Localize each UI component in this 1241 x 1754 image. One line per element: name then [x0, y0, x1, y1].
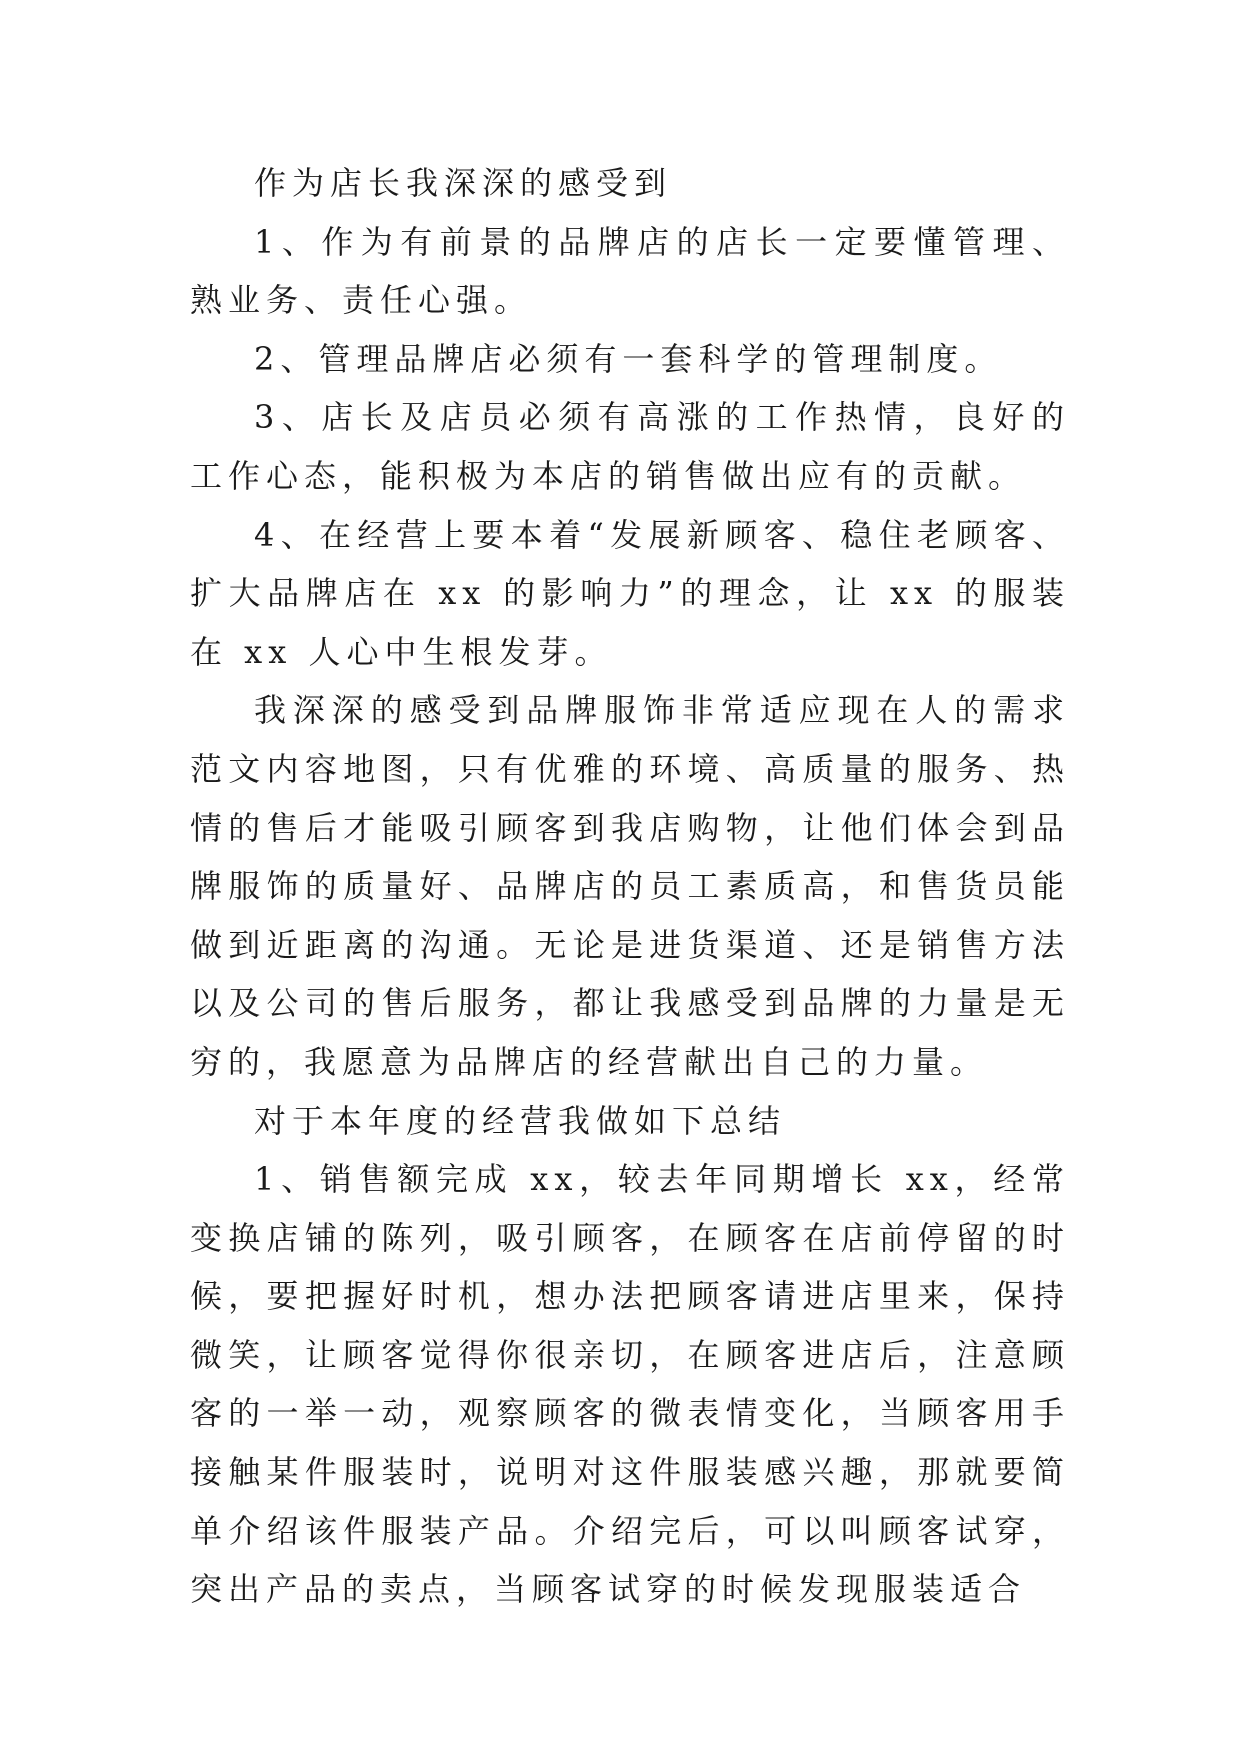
paragraph-point-3: 3、店长及店员必须有高涨的工作热情，良好的工作心态，能积极为本店的销售做出应有的贡献。	[190, 398, 1070, 495]
paragraph-point-1: 1、作为有前景的品牌店的店长一定要懂管理、熟业务、责任心强。	[190, 222, 1070, 320]
paragraph-point-4: 4、在经营上要本着“发展新顾客、稳住老顾客、扩大品牌店在 xx 的影响力”的理念，让 xx 的服装在 xx 人心中生根发芽。	[190, 515, 1070, 671]
paragraph-summary-1: 1、销售额完成 xx，较去年同期增长 xx，经常变换店铺的陈列，吸引顾客，在顾客在店前停留的时候，要把握好时机，想办法把顾客请进店里来，保持微笑，让顾客觉得你很亲切，在顾客进店后，注意顾客的一举一动，观察顾客的微表情变化，当顾客用手接触某件服装时，说明对这件服装感兴趣，那就要简单介绍该件服装产品。介绍完后，可以叫顾客试穿，突出产品的卖点，当顾客试穿的时候发现服装适合	[190, 1160, 1070, 1609]
paragraph-intro: 作为店长我深深的感受到	[254, 164, 673, 202]
paragraph-point-2: 2、管理品牌店必须有一套科学的管理制度。	[254, 339, 1003, 378]
paragraph-summary-heading: 对于本年度的经营我做如下总结	[254, 1101, 787, 1140]
document-body	[190, 154, 1070, 1619]
paragraph-reflection: 我深深的感受到品牌服饰非常适应现在人的需求范文内容地图，只有优雅的环境、高质量的服务、热情的售后才能吸引顾客到我店购物，让他们体会到品牌服饰的质量好、品牌店的员工素质高，和售货员能做到近距离的沟通。无论是进货渠道、还是销售方法以及公司的售后服务，都让我感受到品牌的力量是无穷的，我愿意为品牌店的经营献出自己的力量。	[190, 691, 1070, 1081]
